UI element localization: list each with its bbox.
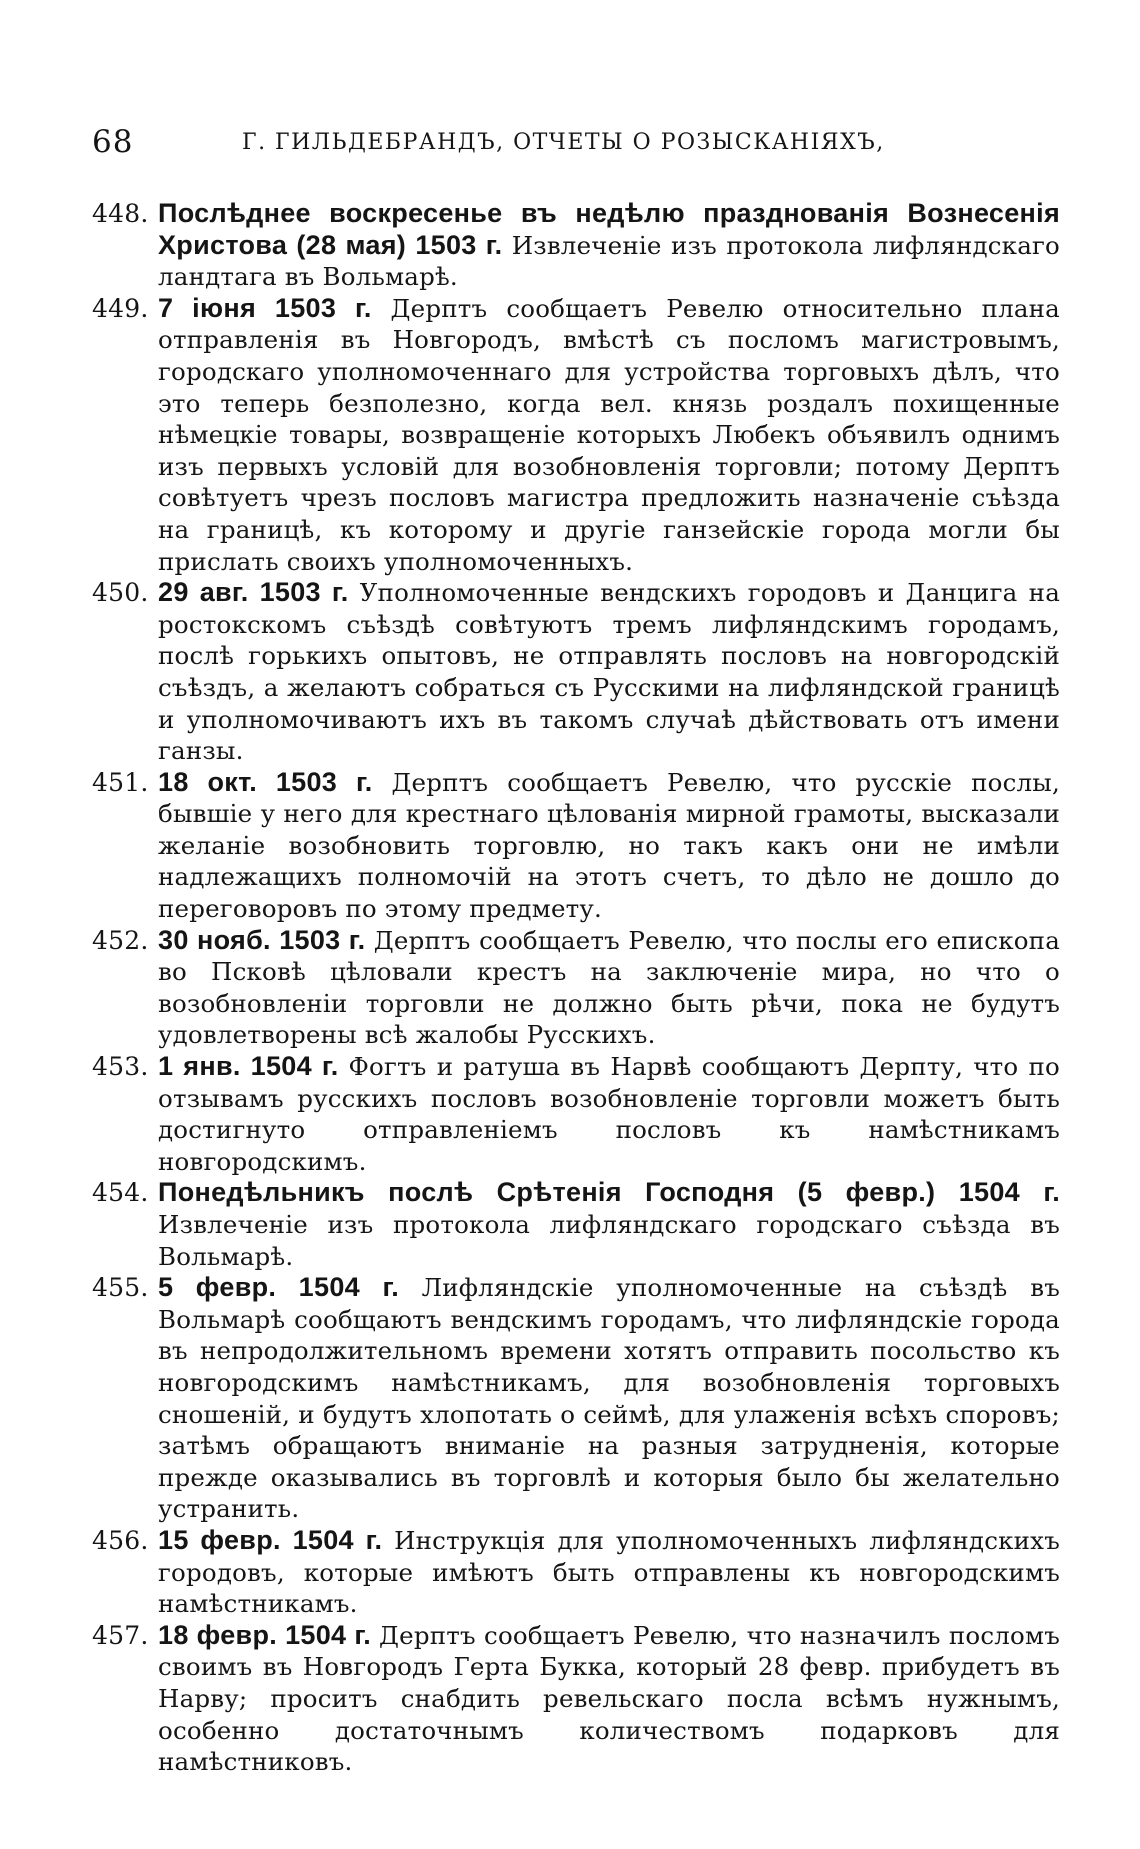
entry-number: 454. xyxy=(92,1178,149,1208)
entry-number: 453. xyxy=(92,1052,149,1082)
entry-text: Дерптъ сообщаетъ Ревелю, что русскіе послы, бывшіе у него для крестнаго цѣлованія мирной грамоты, высказали желаніе возобновить торговлю, но такъ какъ они не имѣли надлежащихъ полномочій на этотъ счетъ, то дѣло не дошло до переговоровъ по этому предмету. xyxy=(158,767,1060,924)
entry-449 xyxy=(92,293,1060,577)
entry-number: 457. xyxy=(92,1620,149,1650)
entry-date: 18 февр. 1504 г. xyxy=(158,1619,380,1650)
entry-number: 450. xyxy=(92,578,149,608)
entry-date: Понедѣльникъ послѣ Срѣтенія Господня (5 февр.) 1504 г. xyxy=(158,1177,1060,1208)
entry-text: Извлеченіе изъ протокола лифляндскаго городскаго съѣзда въ Вольмарѣ. xyxy=(158,1210,1060,1271)
page-number: 68 xyxy=(92,124,134,160)
entry-453 xyxy=(92,1051,1060,1177)
entry-date: 15 февр. 1504 г. xyxy=(158,1524,395,1555)
entry-date: 18 окт. 1503 г. xyxy=(158,766,392,797)
entry-date: 5 февр. 1504 г. xyxy=(158,1272,422,1303)
entry-number: 451. xyxy=(92,767,149,797)
entry-number: 452. xyxy=(92,925,149,955)
entry-text: Дерптъ сообщаетъ Ревелю, что послы его епископа во Псковѣ цѣловали крестъ на заключеніе мира, но что о возобновленіи торговли не должно быть рѣчи, пока не будутъ удовлетворены всѣ жалобы Русскихъ. xyxy=(158,925,1060,1050)
entry-text: Фогтъ и ратуша въ Нарвѣ сообщаютъ Дерпту, что по отзывамъ русскихъ пословъ возобновленіе торговли можетъ быть достигнуто отправленіемъ пословъ къ намѣстникамъ новгородскимъ. xyxy=(158,1052,1060,1176)
entry-text: Дерптъ сообщаетъ Ревелю, что назначилъ посломъ своимъ въ Новгородъ Герта Букка, который 28 февр. прибудетъ въ Нарву; проситъ снабдить ревельскаго посла всѣмъ нужнымъ, особенно достаточнымъ количествомъ подарковъ для намѣстниковъ. xyxy=(158,1620,1060,1777)
entry-text: Дерптъ сообщаетъ Ревелю относительно плана отправленія въ Новгородъ, вмѣстѣ съ посломъ магистровымъ, городскаго уполномоченнаго для устройства торговыхъ дѣлъ, что это теперь безполезно, когда вел. князь роздалъ похищенные нѣмецкіе товары, возвращеніе которыхъ Любекъ объявилъ однимъ изъ первыхъ условій для возобновленія торговли; потому Дерптъ совѣтуетъ чрезъ пословъ магистра предложить назначеніе съѣзда на границѣ, къ которому и другіе ганзейскіе города могли бы прислать своихъ уполномоченныхъ. xyxy=(158,293,1060,576)
entry-457 xyxy=(92,1620,1060,1778)
entry-date: 7 іюня 1503 г. xyxy=(158,292,391,323)
running-title: Г. ГИЛЬДЕБРАНДЪ, ОТЧЕТЫ О РОЗЫСКАНІЯХЪ, xyxy=(242,130,885,155)
entry-list xyxy=(92,198,1060,1778)
entry-455 xyxy=(92,1272,1060,1525)
entry-448 xyxy=(92,198,1060,293)
entry-452 xyxy=(92,925,1060,1051)
entry-number: 449. xyxy=(92,293,149,323)
entry-date: 1 янв. 1504 г. xyxy=(158,1051,349,1082)
entry-456 xyxy=(92,1525,1060,1620)
entry-text: Уполномоченные вендскихъ городовъ и Данцига на ростокскомъ съѣздѣ совѣтуютъ тремъ лифляндскимъ городамъ, послѣ горькихъ опытовъ, не отправлять пословъ на новгородскій съѣздъ, а желаютъ собраться съ Русскими на лифляндской границѣ и уполномочиваютъ ихъ въ такомъ случаѣ дѣйствовать отъ имени ганзы. xyxy=(158,578,1061,766)
entry-text: Извлеченіе изъ протокола лифляндскаго ландтага въ Вольмарѣ. xyxy=(158,230,1060,292)
entry-text: Инструкція для уполномоченныхъ лифляндскихъ городовъ, которые имѣютъ быть отправлены къ новгородскимъ намѣстникамъ. xyxy=(158,1525,1060,1619)
entry-number: 448. xyxy=(92,199,149,228)
entry-date: Послѣднее воскресенье въ недѣлю празднованія Вознесенія Христова (28 мая) 1503 г. xyxy=(158,198,1060,260)
entry-number: 456. xyxy=(92,1525,149,1555)
entry-number: 455. xyxy=(92,1273,149,1303)
entry-date: 30 нояб. 1503 г. xyxy=(158,924,374,955)
entry-451 xyxy=(92,767,1060,925)
entry-450 xyxy=(92,577,1060,767)
entry-454 xyxy=(92,1177,1060,1272)
entry-text: Лифляндскіе уполномоченные на съѣздѣ въ Вольмарѣ сообщаютъ вендскимъ городамъ, что лифляндскіе города въ непродолжительномъ времени хотятъ отправить посольство къ новгородскимъ намѣстникамъ, для возобновленія торговыхъ сношеній, и будутъ хлопотать о сеймѣ, для улаженія всѣхъ споровъ; затѣмъ обращаютъ вниманіе на разныя затрудненія, которые прежде оказывались въ торговлѣ и которыя было бы желательно устранить. xyxy=(158,1273,1060,1524)
entry-date: 29 авг. 1503 г. xyxy=(158,577,360,608)
running-head xyxy=(92,124,1052,164)
